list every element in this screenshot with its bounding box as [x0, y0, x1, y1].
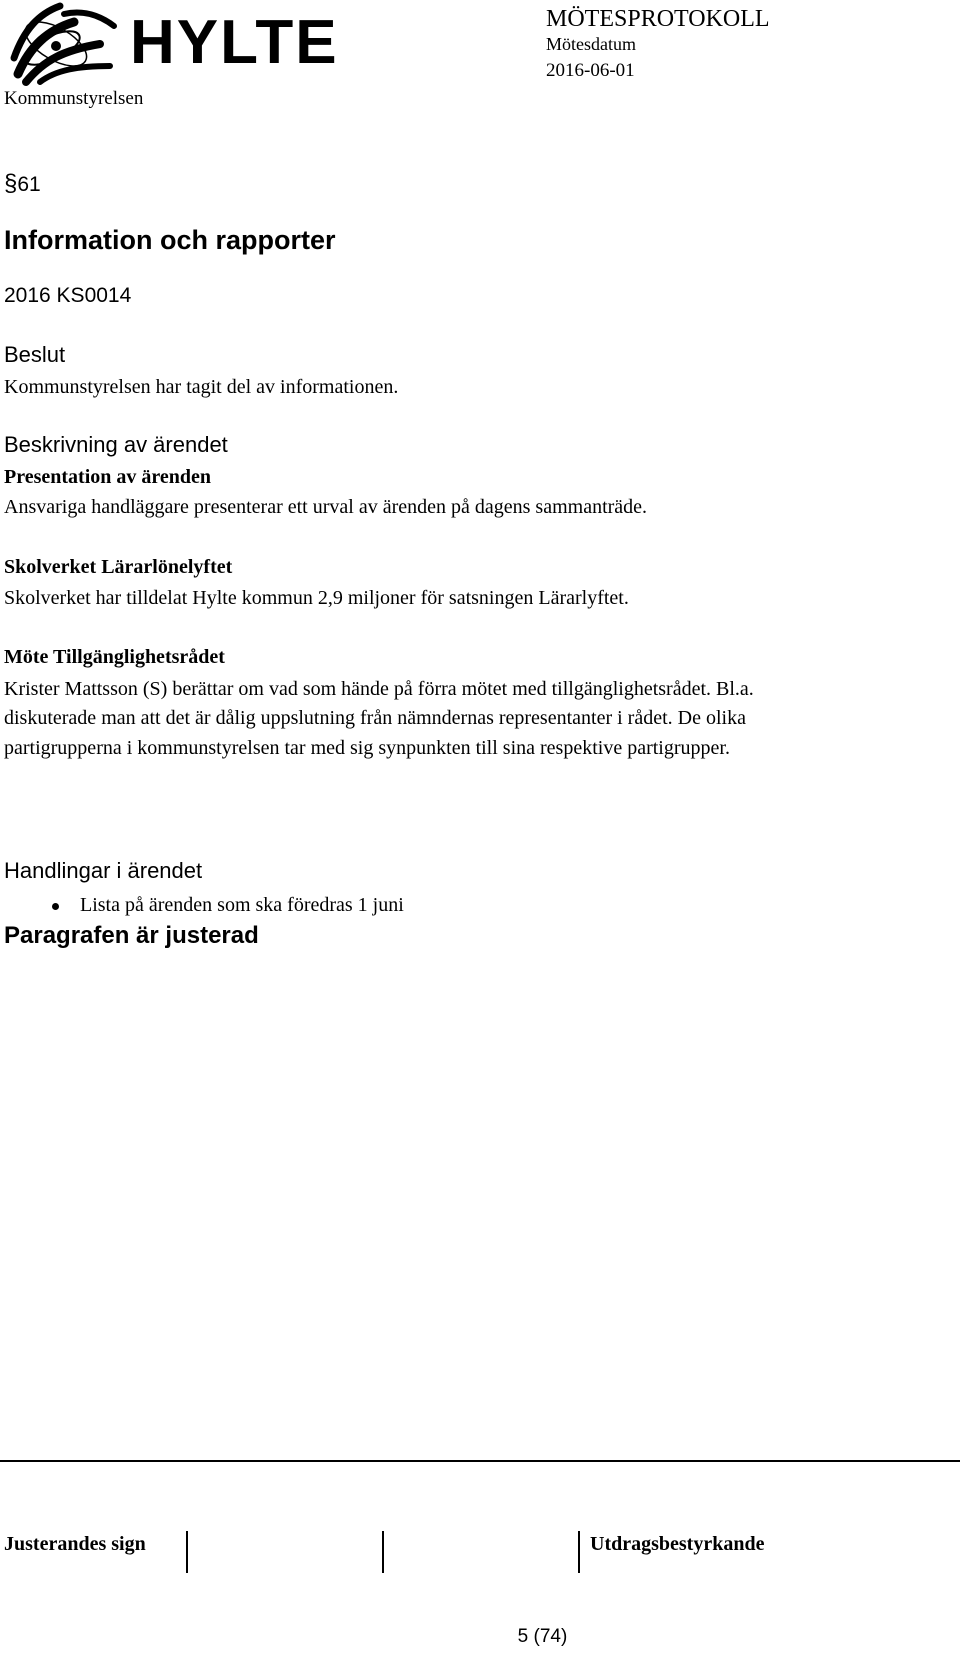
subsection-text-skolverket: Skolverket har tilldelat Hylte kommun 2,9 miljoner för satsningen Lärarlyftet.: [4, 587, 629, 609]
decision-text: Kommunstyrelsen har tagit del av informationen.: [4, 376, 399, 398]
item-title: Information och rapporter: [4, 225, 336, 255]
subsection-text-line: Krister Mattsson (S) berättar om vad som hände på förra mötet med tillgänglighetsrådet. Bl.a.: [4, 678, 754, 700]
document-item-label: Lista på ärenden som ska föredras 1 juni: [80, 894, 404, 916]
signature-box-divider: [382, 1531, 384, 1573]
list-item: [0, 894, 404, 917]
signature-box-divider: [186, 1531, 188, 1573]
hylte-logo-icon: [4, 0, 124, 88]
documents-list: [0, 894, 404, 917]
page-number: 5 (74): [517, 1626, 568, 1647]
documents-heading: Handlingar i ärendet: [4, 858, 203, 883]
decision-heading: Beslut: [4, 342, 66, 367]
footer-divider: [0, 1460, 960, 1462]
case-number: 2016 KS0014: [4, 284, 132, 307]
bullet-icon: [52, 903, 59, 910]
subsection-heading-presentation: Presentation av ärenden: [4, 466, 212, 488]
subsection-text-line: diskuterade man att det är dålig uppslutning från nämndernas representanter i rådet. De olika: [4, 707, 746, 729]
signers-label: Justerandes sign: [4, 1533, 146, 1555]
signature-box-divider: [578, 1531, 580, 1573]
subsection-text-line: partigrupperna i kommunstyrelsen tar med sig synpunkten till sina respektive partigrupper.: [4, 737, 730, 759]
meeting-date: 2016-06-01: [546, 60, 635, 81]
section-number-value: 61: [17, 173, 41, 196]
document-type: MÖTESPROTOKOLL: [546, 6, 770, 32]
justified-note: Paragrafen är justerad: [4, 922, 259, 949]
subsection-heading-tillganglighetsradet: Möte Tillgänglighetsrådet: [4, 646, 225, 668]
logo-wordmark: HYLTE: [130, 8, 339, 77]
excerpt-label: Utdragsbestyrkande: [590, 1533, 765, 1555]
meeting-date-label: Mötesdatum: [546, 34, 636, 54]
subsection-heading-skolverket: Skolverket Lärarlönelyftet: [4, 556, 233, 578]
section-sign: §: [4, 170, 18, 197]
description-heading: Beskrivning av ärendet: [4, 432, 228, 457]
organization-name: Kommunstyrelsen: [4, 88, 144, 109]
subsection-text-presentation: Ansvariga handläggare presenterar ett urval av ärenden på dagens sammanträde.: [4, 496, 648, 518]
section-number: [4, 170, 41, 198]
